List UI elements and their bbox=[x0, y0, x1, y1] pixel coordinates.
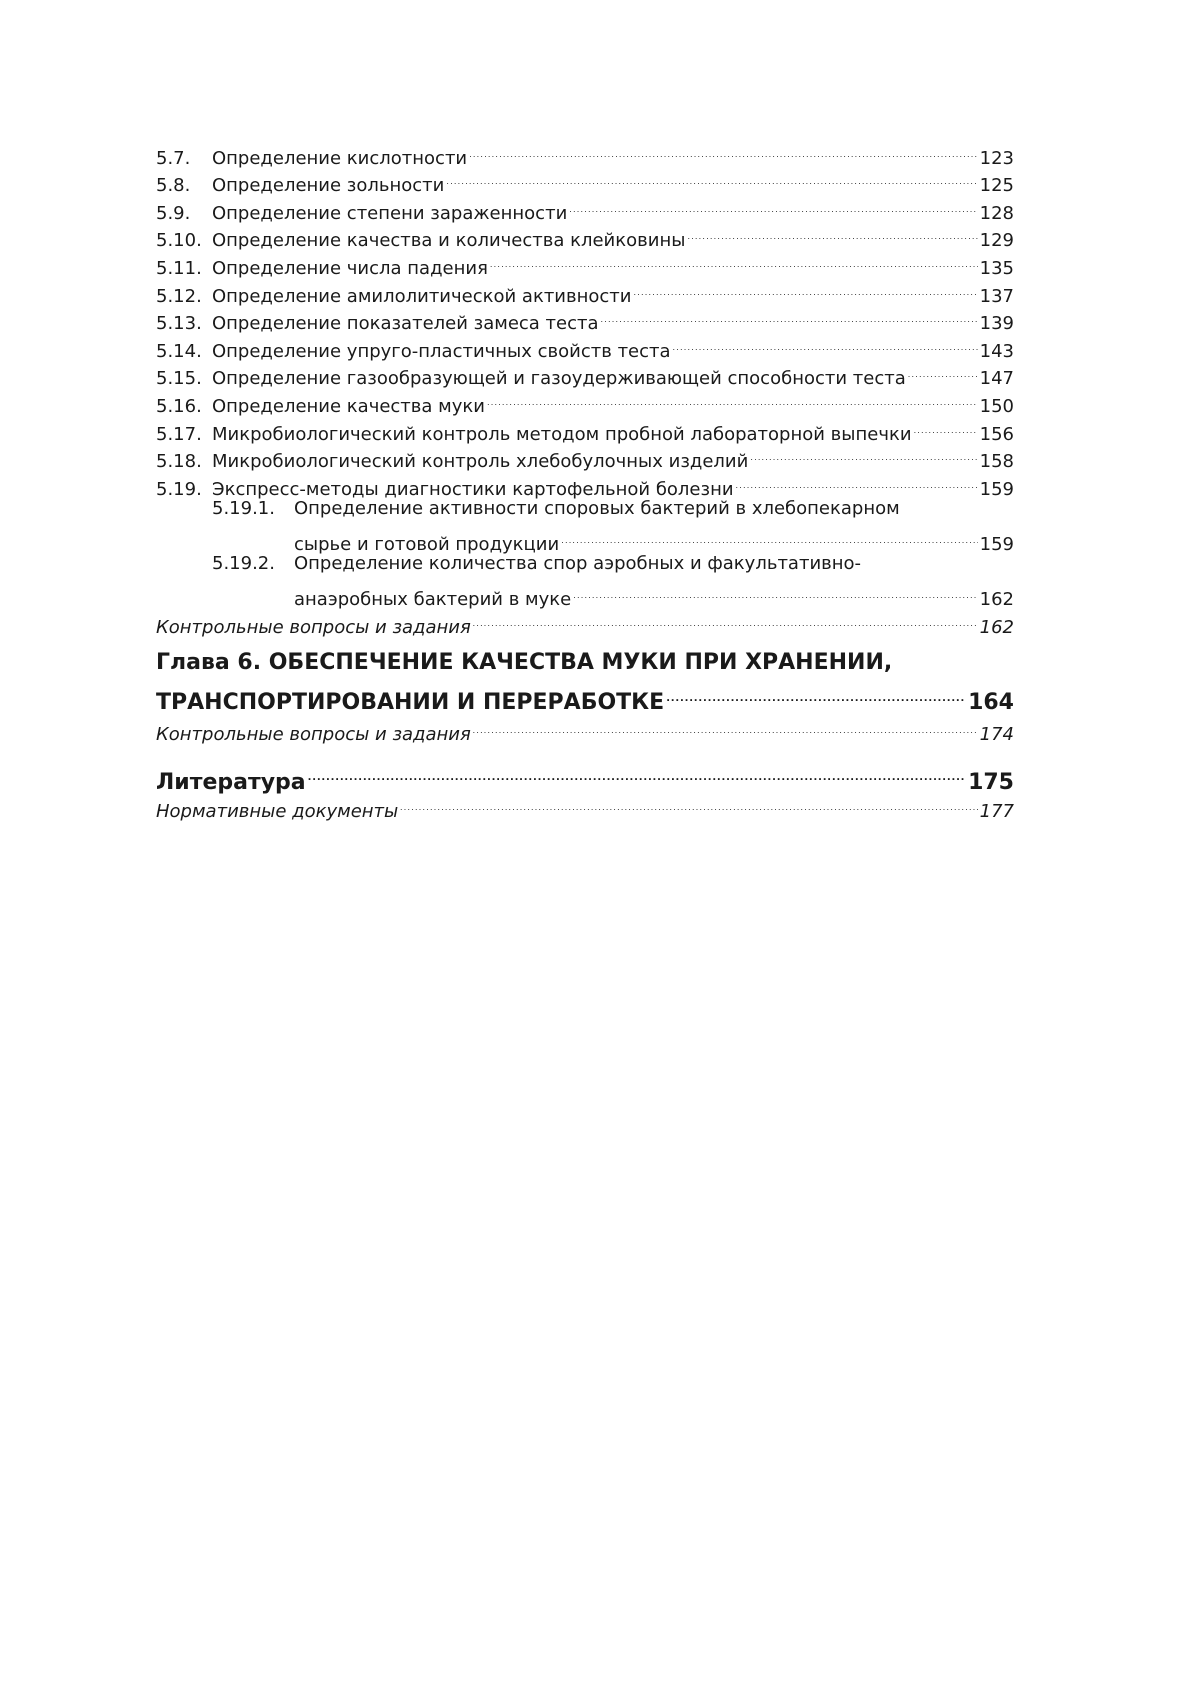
chapter-6-heading[interactable] bbox=[156, 647, 1014, 715]
entry-page: 147 bbox=[979, 368, 1014, 390]
dot-leader bbox=[308, 756, 966, 789]
toc-entries bbox=[156, 136, 1014, 500]
dot-leader bbox=[736, 467, 978, 495]
entry-page: 123 bbox=[979, 147, 1014, 169]
entry-page: 139 bbox=[979, 313, 1014, 335]
subentry-title-line2: сырье и готовой продукции bbox=[294, 533, 560, 555]
entry-page: 143 bbox=[979, 340, 1014, 362]
entry-page: 159 bbox=[979, 478, 1014, 500]
toc-subentry[interactable] bbox=[156, 495, 1014, 555]
entry-title: Определение качества муки bbox=[212, 395, 485, 417]
questions-title: Контрольные вопросы и задания bbox=[156, 616, 471, 638]
dot-leader bbox=[573, 578, 977, 606]
dot-leader bbox=[561, 522, 977, 550]
chapter-6-line-1 bbox=[156, 647, 1014, 678]
normative-page: 177 bbox=[979, 800, 1014, 822]
entry-page: 150 bbox=[979, 395, 1014, 417]
entry-page: 137 bbox=[979, 285, 1014, 307]
literature-heading[interactable] bbox=[156, 756, 1014, 796]
subentry-line-2 bbox=[156, 578, 1014, 611]
subentry-page: 159 bbox=[979, 533, 1014, 555]
entry-number: 5.12. bbox=[156, 285, 202, 307]
dot-leader bbox=[487, 384, 978, 412]
subentry-line-1 bbox=[156, 495, 1014, 523]
subentry-title-line1: Определение активности споровых бактерий в хлебопекарном bbox=[294, 497, 900, 519]
entry-page: 125 bbox=[979, 175, 1014, 197]
dot-leader bbox=[633, 274, 977, 302]
entry-page: 156 bbox=[979, 423, 1014, 445]
entry-number: 5.17. bbox=[156, 423, 202, 445]
dot-leader bbox=[750, 440, 977, 468]
subentry-title-line1: Определение количества спор аэробных и факультативно- bbox=[294, 552, 862, 574]
subentry-number: 5.19.2. bbox=[212, 552, 275, 574]
dot-leader bbox=[446, 164, 977, 192]
entry-title: Определение газообразующей и газоудерживающей способности теста bbox=[212, 368, 906, 390]
entry-number: 5.11. bbox=[156, 257, 202, 279]
subentry-page: 162 bbox=[979, 589, 1014, 611]
questions-page: 162 bbox=[979, 616, 1014, 638]
entry-title: Экспресс-методы диагностики картофельной болезни bbox=[212, 478, 734, 500]
entry-page: 158 bbox=[979, 451, 1014, 473]
entry-number: 5.14. bbox=[156, 340, 202, 362]
dot-leader bbox=[666, 678, 966, 709]
entry-title: Определение степени зараженности bbox=[212, 202, 568, 224]
entry-number: 5.18. bbox=[156, 451, 202, 473]
entry-number: 5.9. bbox=[156, 202, 191, 224]
dot-leader bbox=[469, 136, 978, 164]
questions-entry-1[interactable] bbox=[156, 605, 1014, 638]
entry-number: 5.13. bbox=[156, 313, 202, 335]
subentry-title-line2: анаэробных бактерий в муке bbox=[294, 589, 572, 611]
literature-title: Литература bbox=[156, 770, 306, 796]
entry-page: 128 bbox=[979, 202, 1014, 224]
entry-number: 5.16. bbox=[156, 395, 202, 417]
literature-page: 175 bbox=[968, 770, 1014, 796]
dot-leader bbox=[400, 789, 977, 817]
entry-title: Микробиологический контроль хлебобулочных изделий bbox=[212, 451, 749, 473]
entry-page: 135 bbox=[979, 257, 1014, 279]
dot-leader bbox=[473, 713, 978, 741]
entry-title: Определение зольности bbox=[212, 175, 445, 197]
chapter-6-title-line1: Глава 6. ОБЕСПЕЧЕНИЕ КАЧЕСТВА МУКИ ПРИ ХРАНЕНИИ, bbox=[156, 649, 893, 675]
entry-page: 129 bbox=[979, 230, 1014, 252]
entry-number: 5.15. bbox=[156, 368, 202, 390]
questions-page: 174 bbox=[979, 724, 1014, 746]
entry-title: Определение упруго-пластичных свойств теста bbox=[212, 340, 671, 362]
subentry-line-2 bbox=[156, 522, 1014, 555]
entry-title: Определение показателей замеса теста bbox=[212, 313, 599, 335]
entry-title: Определение кислотности bbox=[212, 147, 468, 169]
entry-number: 5.7. bbox=[156, 147, 191, 169]
toc-entry[interactable] bbox=[156, 136, 1014, 169]
questions-title: Контрольные вопросы и задания bbox=[156, 724, 471, 746]
dot-leader bbox=[673, 329, 978, 357]
chapter-6-title-line2: ТРАНСПОРТИРОВАНИИ И ПЕРЕРАБОТКЕ bbox=[156, 689, 665, 715]
dot-leader bbox=[569, 191, 977, 219]
literature-line bbox=[156, 756, 1014, 796]
dot-leader bbox=[490, 246, 978, 274]
entry-number: 5.8. bbox=[156, 175, 191, 197]
entry-title: Микробиологический контроль методом пробной лабораторной выпечки bbox=[212, 423, 912, 445]
toc-subentry[interactable] bbox=[156, 550, 1014, 611]
table-of-contents bbox=[156, 136, 1014, 822]
dot-leader bbox=[908, 357, 978, 385]
subentry-line-1 bbox=[156, 550, 1014, 578]
dot-leader bbox=[473, 605, 978, 633]
dot-leader bbox=[914, 412, 978, 440]
dot-leader bbox=[601, 302, 978, 330]
dot-leader bbox=[687, 219, 977, 247]
entry-title: Определение числа падения bbox=[212, 257, 488, 279]
entry-number: 5.10. bbox=[156, 230, 202, 252]
entry-title: Определение амилолитической активности bbox=[212, 285, 632, 307]
chapter-6-line-2 bbox=[156, 678, 1014, 715]
entry-number: 5.19. bbox=[156, 478, 202, 500]
subentry-number: 5.19.1. bbox=[212, 497, 275, 519]
chapter-6-page: 164 bbox=[968, 689, 1014, 715]
normative-title: Нормативные документы bbox=[156, 800, 399, 822]
entry-title: Определение качества и количества клейковины bbox=[212, 230, 686, 252]
